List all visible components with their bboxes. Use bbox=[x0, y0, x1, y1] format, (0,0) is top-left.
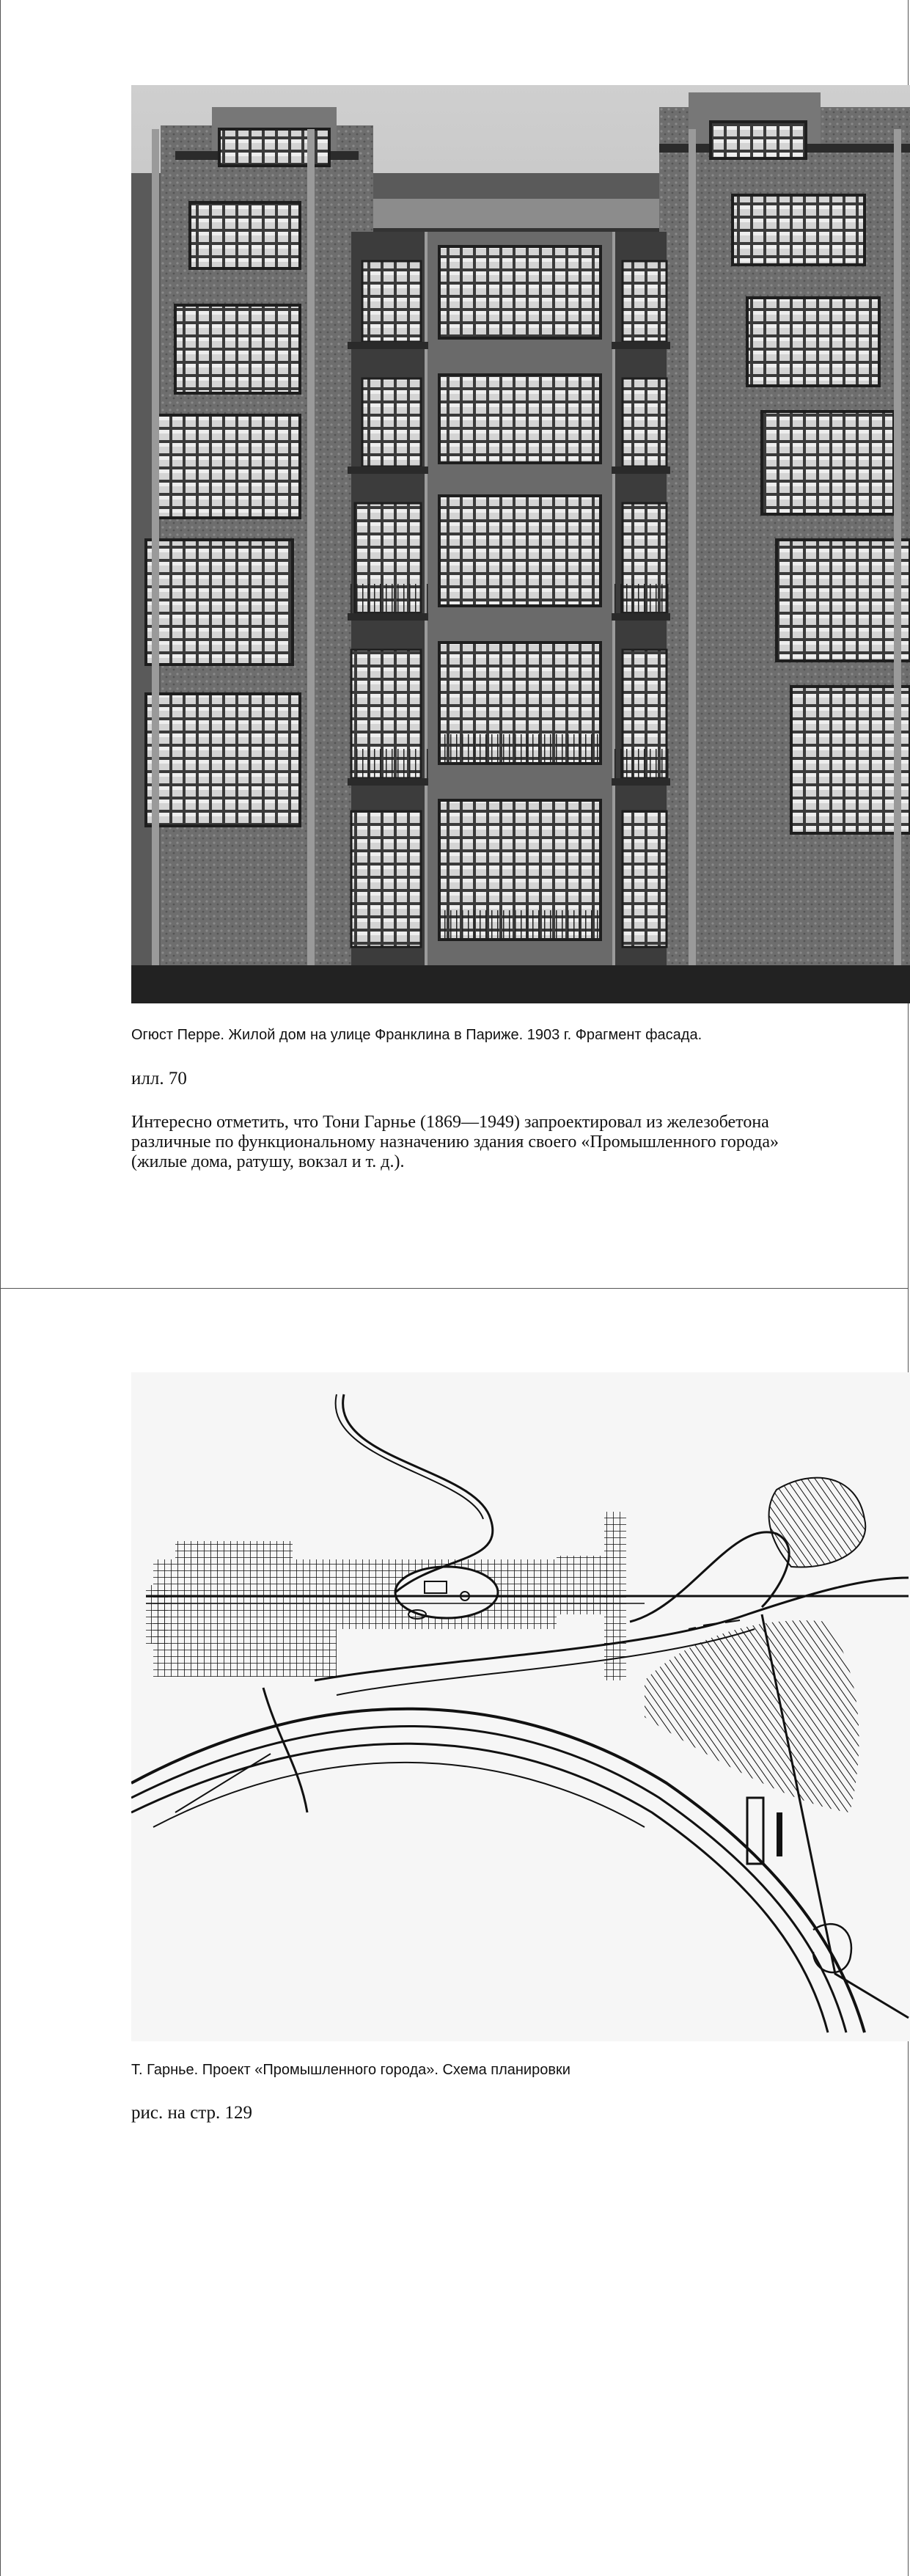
facade-photo bbox=[131, 85, 910, 1003]
figure-reference: рис. на стр. 129 bbox=[131, 2103, 253, 2123]
paragraph-line: (жилые дома, ратушу, вокзал и т. д.). bbox=[131, 1152, 405, 1171]
document-page-2 bbox=[0, 1288, 909, 2576]
plan-caption: Т. Гарнье. Проект «Промышленного города». Схема планировки bbox=[131, 2062, 570, 2078]
paragraph-line: различные по функциональному назначению здания своего «Промышленного города» bbox=[131, 1133, 779, 1152]
document-page-1 bbox=[0, 0, 909, 1289]
city-plan-drawing bbox=[131, 1372, 910, 2041]
paragraph-line: Интересно отметить, что Тони Гарнье (1869—1949) запроектировал из железобетона bbox=[131, 1113, 769, 1132]
photo-caption: Огюст Перре. Жилой дом на улице Франклина в Париже. 1903 г. Фрагмент фасада. bbox=[131, 1027, 702, 1043]
figure-reference: илл. 70 bbox=[131, 1069, 187, 1088]
body-paragraph bbox=[131, 1113, 872, 1172]
